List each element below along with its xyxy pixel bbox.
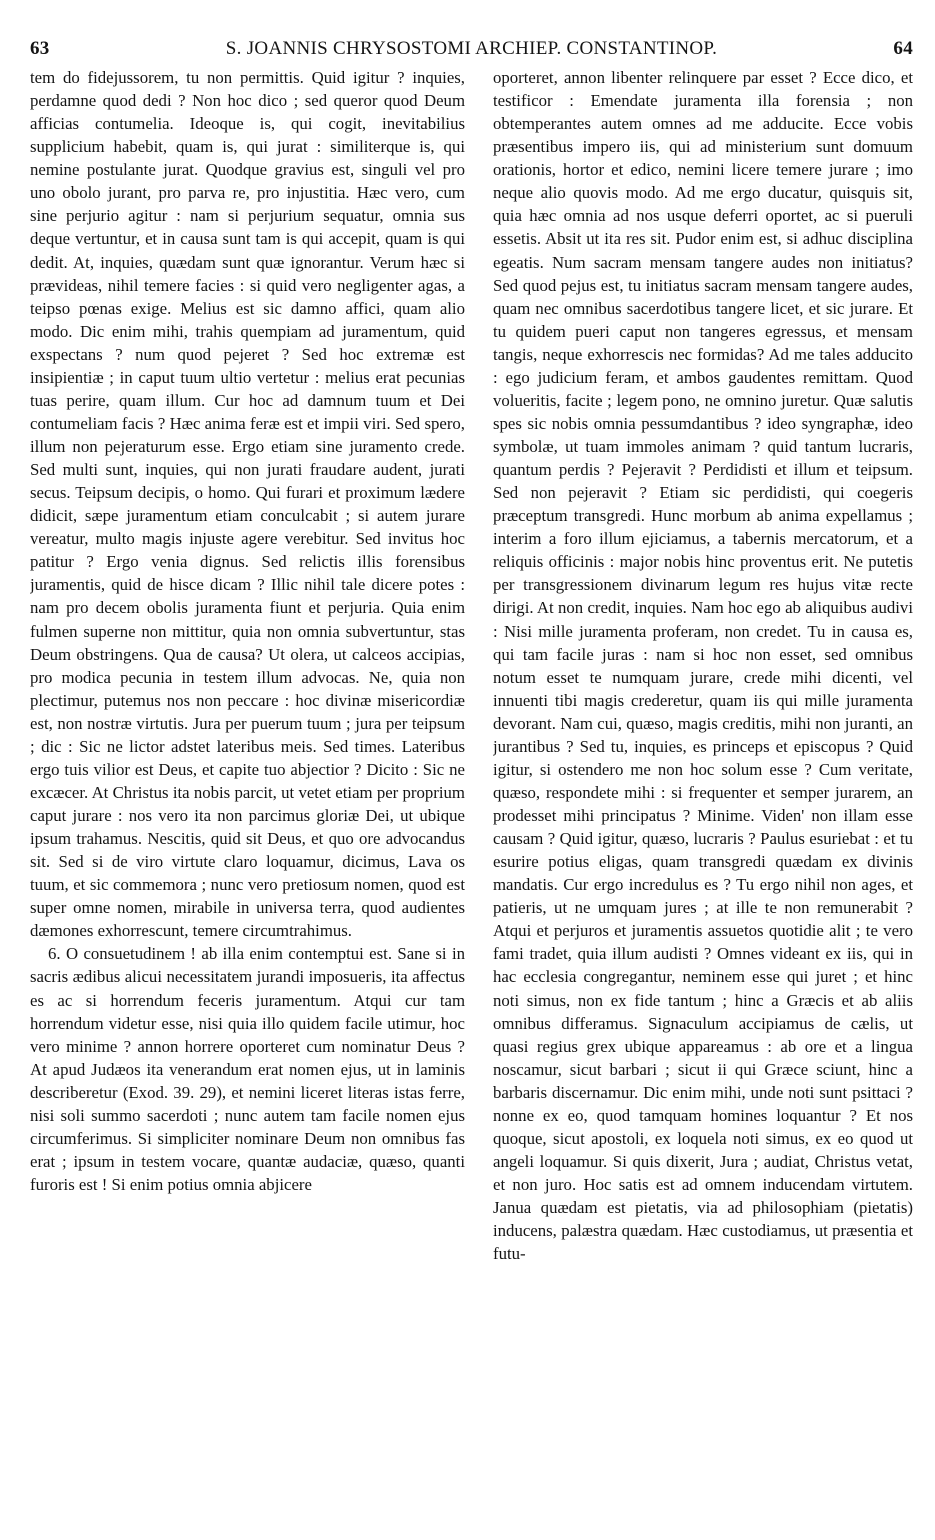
text-columns [30, 66, 913, 1500]
left-paragraph-2: 6. O consuetudinem ! ab illa enim contemptui est. Sane si in sacris ædibus alicui necessitatem jurandi imposueris, ita affectus es ac si horrendum feceris juramentum. Atqui cur tam horrendum videtur esse, nisi quia illo quidem facile utimur, hoc vero minime ? annon horrere oporteret cum nominatur Deus ? At apud Judæos ita venerandum erat nomen ejus, ut in laminis describeretur (Exod. 39. 29), et nemini liceret literas istas ferre, nisi soli summo sacerdoti ; nunc autem tam facile nomen ejus circumferimus. Si simpliciter nominare Deum non omnibus fas erat ; ipsum in testem vocare, quantæ audaciæ, quæso, quanti furoris est ! Si enim potius omnia abjicere [30, 944, 465, 1194]
left-column [30, 66, 465, 1500]
right-paragraph-1: oporteret, annon libenter relinquere par esset ? Ecce dico, et testificor : Emendate juramenta illa forensia ; non obtemperantes autem omnes ad me adducite. Ecce vobis præsentibus impero iis, qui ad ministerium sunt domuum orationis, hortor et edico, nemini licere temere jurare ; imo neque alio quovis modo. Ad me ergo ducatur, quisquis sit, quia hæc omnia ad nos usque deferri oportet, ac si pueruli essetis. Absit ut ita res sit. Pudor enim est, si adhuc disciplina egeatis. Num sacram mensam tangere audes non initiatus? Sed quod pejus est, tu initiatus sacram mensam tangere audes, quam nec omnibus sacerdotibus tangere licet, et sic jurare. Et tu quidem pueri caput non tangeres egressus, et mensam tangis, neque exhorrescis nec formidas? Ad me tales adducito : ego judicium feram, et ambos gaudentes remittam. Quod volueritis, facite ; legem pono, ne omnino juretur. Quæ salutis spes sic nobis omnia pessumdantibus ? ideo syngraphæ, ideo symbolæ, ut tuam immoles animam ? quid tantum lucraris, quantum perdis ? Pejeravit ? Perdidisti et illum et teipsum. Sed non pejeravit ? Etiam sic perdidisti, qui coegeris præceptum transgredi. Hunc morbum ab anima expellamus ; interim a foro illum ejiciamus, a tabernis mercatorum, et a reliquis officinis : major nobis hinc proventus erit. Ne putetis per transgressionem divinarum legum res hujus vitæ recte dirigi. At non credit, inquies. Nam hoc ego ab aliquibus audivi : Nisi mille juramenta proferam, non credet. Tu in causa es, qui tam facile juras : nam si hoc non esset, sed omnibus notum esset te numquam jurare, crede mihi dicenti, vel innuenti tibi magis crederetur, quam iis qui mille juramenta devorant. Nam cui, quæso, magis creditis, mihi non juranti, an jurantibus ? Sed tu, inquies, es princeps et episcopus ? Quid igitur, si ostendero me non hoc solum esse ? Cum veritate, quæso, respondete mihi : si frequenter et semper jurarem, an prodesset mihi principatus ? Minime. Viden' non illam esse causam ? Quid igitur, quæso, lucraris ? Paulus esuriebat : et tu esurire potius eligas, quam transgredi quædam ex divinis mandatis. Cur ergo incredulus es ? Tu ergo nihil non ages, et patieris, ut ne umquam jures ; at ille te non remunerabit ? Atqui et perjuros et juramentis assuetos quotidie alit ; te vero fami tradet, quia illum audisti ? Omnes videant ex iis, qui in hac ecclesia congregantur, neminem esse qui juret ; et hinc noti simus, non ex fide tantum ; hinc a Græcis et ab aliis omnibus differamus. Signaculum accipiamus de cælis, ut quasi regius grex ubique appareamus : ab ore et a lingua noscamur, sicut barbari ; sicut ii qui Græce sciunt, hinc a barbaris discernamur. Dic enim mihi, unde noti sunt psittaci ? nonne ex eo, quod tamquam homines loquantur ? Et nos quoque, sicut apostoli, ex loquela noti simus, ex eo quod ut angeli loquamur. Si quis dixerit, Jura ; audiat, Christus vetat, et non juro. Hoc satis est ad omnem inducendam virtutem. Janua quædam est pietatis, via ad philosophiam (pietatis) inducens, palæstra quædam. Hæc custodiamus, ut præsentia et futu- [493, 68, 913, 1264]
left-page-number: 63 [30, 38, 50, 59]
left-paragraph-1: tem do fidejussorem, tu non permittis. Quid igitur ? inquies, perdamne quod dedi ? Non hoc dico ; sed queror quod Deum afficias contumelia. Ideoque is, qui cogit, inevitabilius supplicium habebit, quam is, qui jurat : similiterque is, qui nemine postulante jurat. Quodque gravius est, singuli vel pro uno obolo jurant, pro parva re, pro injustitia. Hæc vero, cum sine perjurio agitur : nam si perjurium sequatur, omnia sus deque vertuntur, et in causa sunt tam is qui accepit, quam is qui dedit. At, inquies, quædam sunt quæ ignorantur. Verum hæc si prævideas, nihil temere facies : si quid vero negligenter agas, a teipso pœnas exige. Melius est sic damno affici, quam alio modo. Dic enim mihi, trahis quempiam ad juramentum, quid exspectans ? num quod pejeret ? Sed hoc extremæ est insipientiæ ; in caput tuum ultio vertetur : melius erat pecunias tuas perire, quam illum. Cur hoc ad damnum tuum et Dei contumeliam facis ? Hæc anima feræ est et impii viri. Sed spero, illum non pejeraturum esse. Ergo etiam sine juramento crede. Sed multi sunt, inquies, qui non jurati fraudare audent, jurati secus. Teipsum decipis, o homo. Qui furari et proximum lædere didicit, sæpe juramentum etiam conculcabit ; si autem jurare vereatur, multo magis injuste agere verebitur. Sed invitus hoc patitur ? Ergo venia dignus. Sed relictis illis forensibus juramentis, quid de hisce dicam ? Illic nihil tale dicere potes : nam pro decem obolis juramenta fiunt et perjuria. Quia enim fulmen superne non mittitur, quia non omnia subvertuntur, stas Deum obstringens. Qua de causa? Ut olera, ut calceos accipias, pro modica pecunia in testem illum advocas. Ne, quia non plectimur, putemus nos non peccare : hoc divinæ misericordiæ est, non nostræ virtutis. Jura per puerum tuum ; jura per teipsum ; dic : Sic ne lictor adstet lateribus meis. Sed times. Lateribus ergo tuis vilior est Deus, et capite tuo abjectior ? Dicito : Sic ne excæcer. At Christus ita nobis parcit, ut vetet etiam per proprium caput jurare : nos vero ita non parcimus gloriæ Dei, ut ubique ipsum trahamus. Nescitis, quid sit Deus, et quo ore advocandus sit. Sed si de viro virtute claro loquamur, dicimus, Lava os tuum, et sic commemora ; nunc vero pretiosum nomen, quod est super omne nomen, mirabile in universa terra, quod audientes dæmones exhorrescunt, temere circumtrahimus. [30, 68, 465, 941]
right-column [493, 66, 913, 1500]
running-header [30, 38, 913, 64]
running-title: S. JOANNIS CHRYSOSTOMI ARCHIEP. CONSTANTINOP. [225, 38, 718, 59]
right-page-number: 64 [893, 38, 913, 59]
